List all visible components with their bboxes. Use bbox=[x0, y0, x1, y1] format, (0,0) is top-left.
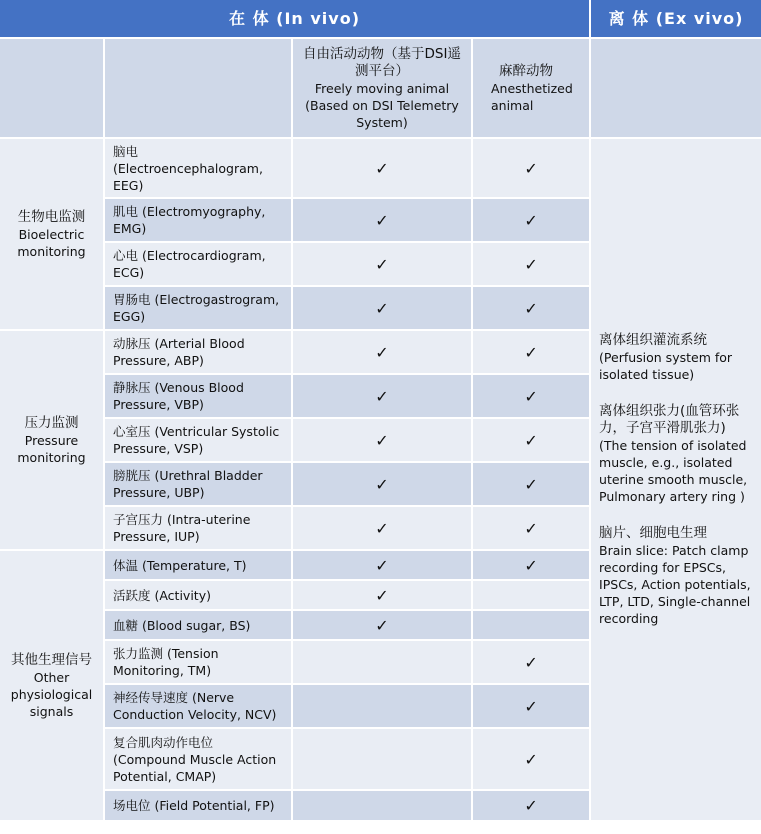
freely-moving-check: ✓ bbox=[292, 506, 472, 550]
subheader-blank-cell bbox=[0, 38, 104, 138]
signal-name-cell: 神经传导速度 (Nerve Conduction Velocity, NCV) bbox=[104, 684, 292, 728]
header-row bbox=[0, 0, 761, 38]
freely-moving-check: ✓ bbox=[292, 580, 472, 610]
ex-vivo-block bbox=[599, 525, 753, 627]
subheader-blank-cell bbox=[590, 38, 761, 138]
col-anesthetized-zh: 麻醉动物 bbox=[499, 62, 553, 79]
col-freely-moving-header bbox=[292, 38, 472, 138]
signal-name-cell: 肌电 (Electromyography, EMG) bbox=[104, 198, 292, 242]
subheader-row bbox=[0, 38, 761, 138]
category-zh: 压力监测 bbox=[24, 414, 79, 431]
freely-moving-check bbox=[292, 640, 472, 684]
anesthetized-check: ✓ bbox=[472, 506, 590, 550]
category-cell bbox=[0, 330, 104, 550]
signal-name-cell: 子宫压力 (Intra-uterine Pressure, IUP) bbox=[104, 506, 292, 550]
freely-moving-check: ✓ bbox=[292, 462, 472, 506]
anesthetized-check: ✓ bbox=[472, 138, 590, 198]
signal-name-cell: 膀胱压 (Urethral Bladder Pressure, UBP) bbox=[104, 462, 292, 506]
freely-moving-check: ✓ bbox=[292, 550, 472, 580]
ex-vivo-header: 离 体 (Ex vivo) bbox=[590, 0, 761, 38]
signal-name-cell: 静脉压 (Venous Blood Pressure, VBP) bbox=[104, 374, 292, 418]
col-freely-moving-zh: 自由活动动物（基于DSI遥测平台） bbox=[303, 45, 461, 79]
category-cell bbox=[0, 550, 104, 820]
anesthetized-check: ✓ bbox=[472, 330, 590, 374]
anesthetized-check: ✓ bbox=[472, 684, 590, 728]
ex-vivo-block bbox=[599, 332, 753, 383]
freely-moving-check bbox=[292, 728, 472, 790]
signal-name-cell: 心室压 (Ventricular Systolic Pressure, VSP) bbox=[104, 418, 292, 462]
ex-vivo-cell bbox=[590, 138, 761, 820]
anesthetized-check bbox=[472, 610, 590, 640]
anesthetized-check: ✓ bbox=[472, 550, 590, 580]
signal-name-cell: 场电位 (Field Potential, FP) bbox=[104, 790, 292, 820]
anesthetized-check: ✓ bbox=[472, 462, 590, 506]
freely-moving-check: ✓ bbox=[292, 242, 472, 286]
freely-moving-check: ✓ bbox=[292, 330, 472, 374]
col-anesthetized-header bbox=[472, 38, 590, 138]
table-row bbox=[0, 138, 761, 198]
freely-moving-check: ✓ bbox=[292, 610, 472, 640]
signal-name-cell: 心电 (Electrocardiogram, ECG) bbox=[104, 242, 292, 286]
anesthetized-check: ✓ bbox=[472, 640, 590, 684]
category-en: Bioelectric monitoring bbox=[17, 226, 86, 259]
freely-moving-check: ✓ bbox=[292, 286, 472, 330]
ex-vivo-en: (The tension of isolated muscle, e.g., isolated uterine smooth muscle, Pulmonary artery ring ) bbox=[599, 438, 748, 504]
signal-name-cell: 脑电 (Electroencephalogram, EEG) bbox=[104, 138, 292, 198]
signal-name-cell: 活跃度 (Activity) bbox=[104, 580, 292, 610]
category-zh: 生物电监测 bbox=[17, 208, 86, 225]
anesthetized-check bbox=[472, 580, 590, 610]
signal-name-cell: 动脉压 (Arterial Blood Pressure, ABP) bbox=[104, 330, 292, 374]
category-zh: 其他生理信号 bbox=[11, 651, 92, 668]
signal-name-cell: 血糖 (Blood sugar, BS) bbox=[104, 610, 292, 640]
category-cell bbox=[0, 138, 104, 330]
signal-name-cell: 体温 (Temperature, T) bbox=[104, 550, 292, 580]
ex-vivo-en: (Perfusion system for isolated tissue) bbox=[599, 350, 733, 382]
anesthetized-check: ✓ bbox=[472, 286, 590, 330]
col-freely-moving-en: Freely moving animal (Based on DSI Telemetry System) bbox=[305, 80, 459, 130]
signal-name-cell: 复合肌肉动作电位 (Compound Muscle Action Potential, CMAP) bbox=[104, 728, 292, 790]
ex-vivo-zh: 离体组织灌流系统 bbox=[599, 332, 708, 348]
anesthetized-check: ✓ bbox=[472, 728, 590, 790]
col-anesthetized-en: Anesthetized animal bbox=[491, 80, 573, 113]
anesthetized-check: ✓ bbox=[472, 418, 590, 462]
anesthetized-check: ✓ bbox=[472, 374, 590, 418]
freely-moving-check: ✓ bbox=[292, 138, 472, 198]
anesthetized-check: ✓ bbox=[472, 790, 590, 820]
ex-vivo-block bbox=[599, 403, 753, 505]
subheader-blank-cell bbox=[104, 38, 292, 138]
freely-moving-check: ✓ bbox=[292, 374, 472, 418]
ex-vivo-zh: 脑片、细胞电生理 bbox=[599, 525, 708, 541]
anesthetized-check: ✓ bbox=[472, 242, 590, 286]
signal-name-cell: 胃肠电 (Electrogastrogram, EGG) bbox=[104, 286, 292, 330]
freely-moving-check bbox=[292, 790, 472, 820]
in-vivo-header: 在 体 (In vivo) bbox=[0, 0, 590, 38]
freely-moving-check: ✓ bbox=[292, 198, 472, 242]
category-en: Pressure monitoring bbox=[17, 432, 86, 465]
ex-vivo-en: Brain slice: Patch clamp recording for EPSCs, IPSCs, Action potentials, LTP, LTD, Single-channel recording bbox=[599, 543, 751, 626]
ex-vivo-zh: 离体组织张力(血管环张力，子宫平滑肌张力) bbox=[599, 403, 740, 436]
signal-name-cell: 张力监测 (Tension Monitoring, TM) bbox=[104, 640, 292, 684]
anesthetized-check: ✓ bbox=[472, 198, 590, 242]
freely-moving-check bbox=[292, 684, 472, 728]
category-en: Other physiological signals bbox=[10, 669, 93, 719]
freely-moving-check: ✓ bbox=[292, 418, 472, 462]
